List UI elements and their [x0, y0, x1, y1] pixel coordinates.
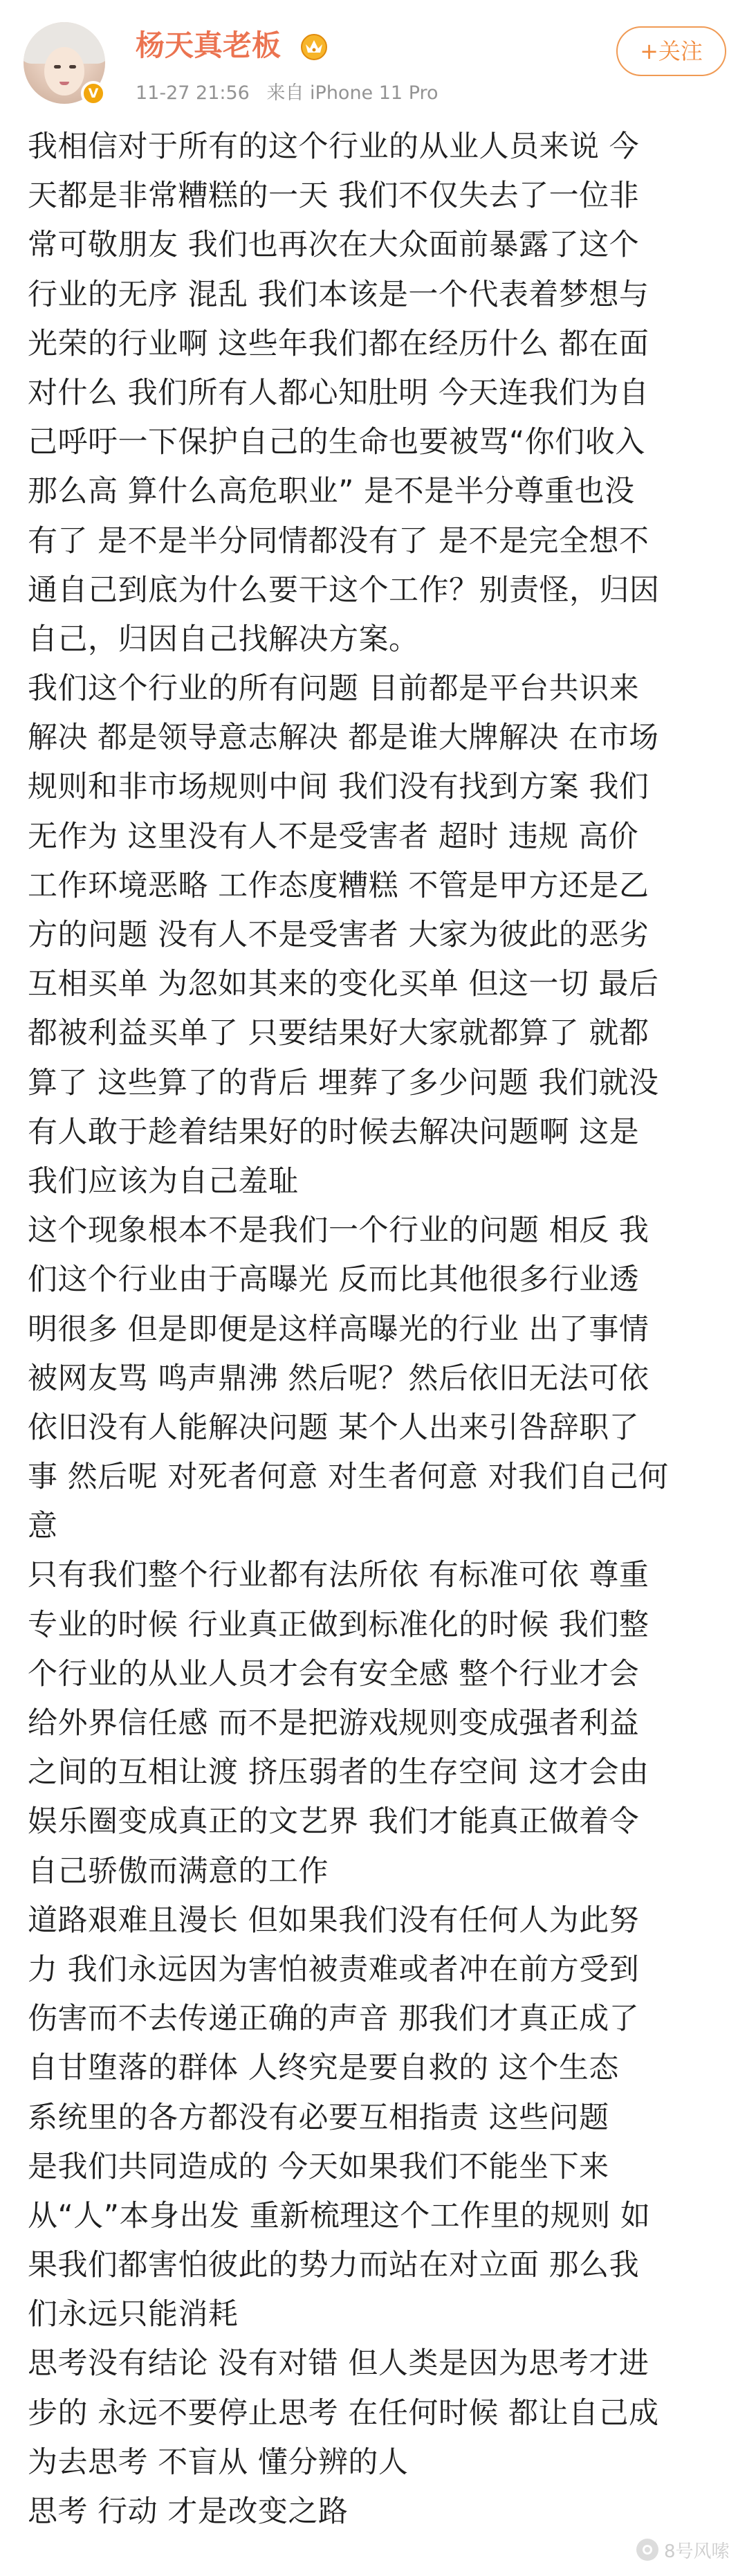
post-text-line: 工作环境恶略 工作态度糟糕 不管是甲方还是乙 — [28, 868, 649, 903]
post-text-line: 步的 永远不要停止思考 在任何时候 都让自己成 — [28, 2395, 659, 2431]
post-text-line: 通自己到底为什么要干这个工作？别责怪，归因 — [28, 572, 660, 608]
post-text-line: 事 然后呢 对死者何意 对生者何意 对我们自己何 — [28, 1460, 669, 1495]
post-text-line: 对什么 我们所有人都心知肚明 今天连我们为自 — [28, 375, 649, 410]
post-text-line: 这个现象根本不是我们一个行业的问题 相反 我 — [28, 1213, 649, 1249]
post-text-line: 系统里的各方都没有必要互相指责 这些问题 — [28, 2100, 609, 2135]
post-text-line: 道路艰难且漫长 但如果我们没有任何人为此努 — [28, 1903, 640, 1938]
post-text-line: 思考 行动 才是改变之路 — [28, 2494, 349, 2529]
post-text-line: 果我们都害怕彼此的势力而站在对立面 那么我 — [28, 2248, 640, 2283]
post-text-line: 自甘堕落的群体 人终究是要自救的 这个生态 — [28, 2051, 619, 2086]
post-text-line: 互相买单 为忽如其来的变化买单 但这一切 最后 — [28, 967, 659, 1002]
avatar-eye — [54, 65, 61, 69]
post-text-line: 娱乐圈变成真正的文艺界 我们才能真正做着令 — [28, 1804, 640, 1840]
post-text-line: 们这个行业由于高曝光 反而比其他很多行业透 — [28, 1262, 640, 1298]
post-text-line: 明很多 但是即便是这样高曝光的行业 出了事情 — [28, 1312, 649, 1347]
post-text-line: 光荣的行业啊 这些年我们都在经历什么 都在面 — [28, 326, 649, 361]
post-text-line: 算了 这些算了的背后 埋葬了多少问题 我们就没 — [28, 1065, 659, 1100]
post-text-line: 专业的时候 行业真正做到标准化的时候 我们整 — [28, 1607, 649, 1642]
post-text-line: 给外界信任感 而不是把游戏规则变成强者利益 — [28, 1706, 640, 1741]
post-text-line: 方的问题 没有人不是受害者 大家为彼此的恶劣 — [28, 918, 649, 952]
post-text-line: 意 — [28, 1509, 58, 1544]
watermark-logo-icon — [636, 2539, 658, 2561]
post-text-line: 规则和非市场规则中间 我们没有找到方案 我们 — [28, 770, 649, 805]
post-text-line: 常可敬朋友 我们也再次在大众面前暴露了这个 — [28, 228, 640, 263]
post-source[interactable]: 来自 iPhone 11 Pro — [266, 82, 439, 104]
avatar-face — [44, 47, 84, 96]
post-text-line: 力 我们永远因为害怕被责难或者冲在前方受到 — [28, 1952, 640, 1987]
post-text-line: 只有我们整个行业都有法所依 有标准可依 尊重 — [28, 1558, 649, 1593]
post-text-line: 己呼吁一下保护自己的生命也要被骂“你们收入 — [28, 425, 645, 460]
avatar-eye — [69, 65, 76, 69]
post-text-line: 无作为 这里没有人不是受害者 超时 违规 高价 — [28, 819, 639, 854]
post-text-line: 自己，归因自己找解决方案。 — [28, 622, 419, 657]
post-text-line: 们永远只能消耗 — [28, 2297, 239, 2332]
watermark-text: 8号风嗦 — [664, 2541, 730, 2562]
post-header — [0, 0, 747, 111]
verified-icon: V — [81, 81, 106, 106]
username[interactable]: 杨天真老板 — [136, 28, 282, 62]
post-content — [28, 123, 725, 2537]
post-text-line: 有人敢于趁着结果好的时候去解决问题啊 这是 — [28, 1114, 640, 1150]
post-text-line: 被网友骂 鸣声鼎沸 然后呢？然后依旧无法可依 — [28, 1361, 649, 1396]
post-text-line: 之间的互相让渡 挤压弱者的生存空间 这才会由 — [28, 1755, 649, 1790]
post-text-line: 自己骄傲而满意的工作 — [28, 1853, 329, 1889]
post-text-line: 个行业的从业人员才会有安全感 整个行业才会 — [28, 1656, 640, 1691]
post-text-line: 解决 都是领导意志解决 都是谁大牌解决 在市场 — [28, 720, 659, 756]
post-time: 11-27 21:56 — [136, 82, 250, 104]
post-text-line: 那么高 算什么高危职业” 是不是半分尊重也没 — [28, 474, 635, 509]
post-meta — [136, 81, 439, 106]
post-text-line: 伤害而不去传递正确的声音 那我们才真正成了 — [28, 2002, 640, 2037]
post-text-line: 我们应该为自己羞耻 — [28, 1163, 299, 1199]
post-text-line: 思考没有结论 没有对错 但人类是因为思考才进 — [28, 2346, 649, 2382]
follow-button[interactable]: +关注 — [616, 26, 726, 76]
post-text-line: 从“人”本身出发 重新梳理这个工作里的规则 如 — [28, 2198, 651, 2233]
post-text-line: 都被利益买单了 只要结果好大家就都算了 就都 — [28, 1016, 649, 1051]
post-text-line: 依旧没有人能解决问题 某个人出来引咎辞职了 — [28, 1410, 640, 1445]
post-text-line: 天都是非常糟糕的一天 我们不仅失去了一位非 — [28, 179, 640, 214]
post-text-line: 我们这个行业的所有问题 目前都是平台共识来 — [28, 671, 640, 707]
crown-badge-icon — [297, 30, 331, 61]
post-text-line: 我相信对于所有的这个行业的从业人员来说 今 — [28, 129, 640, 164]
post-text-line: 行业的无序 混乱 我们本该是一个代表着梦想与 — [28, 277, 649, 312]
post-text-line: 是我们共同造成的 今天如果我们不能坐下来 — [28, 2149, 609, 2184]
watermark — [636, 2534, 730, 2565]
post-text-line: 为去思考 不盲从 懂分辨的人 — [28, 2445, 409, 2480]
post-text-line: 有了 是不是半分同情都没有了 是不是完全想不 — [28, 523, 649, 559]
